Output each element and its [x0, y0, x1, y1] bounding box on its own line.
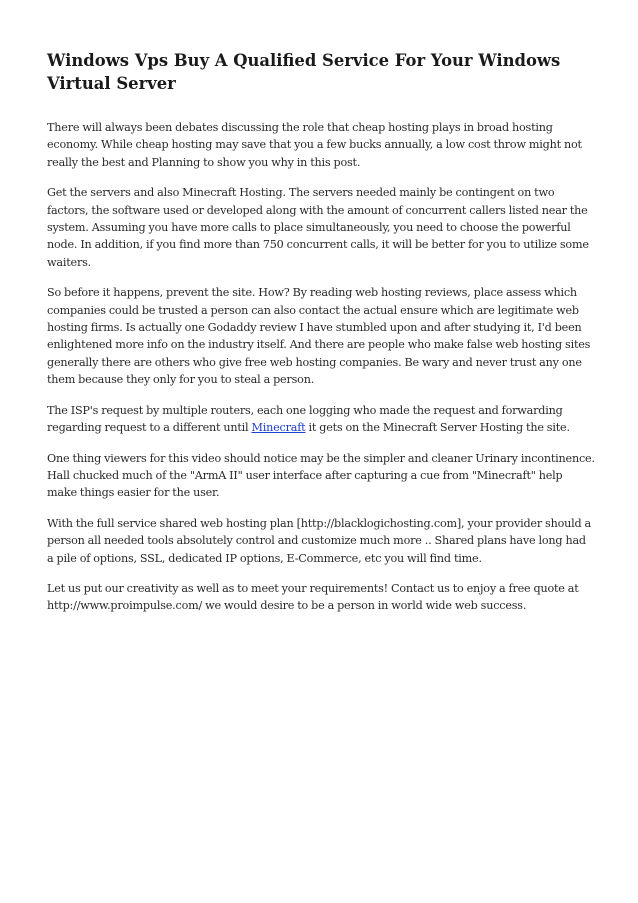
document-page	[47, 49, 595, 628]
paragraph-cheap-hosting: There will always been debates discussing the role that cheap hosting plays in broad hosting economy. While cheap hosting may save that you a few bucks annually, a low cost throw might not really the best and Planning to show you why in this post.	[47, 121, 582, 169]
document-title: Windows Vps Buy A Qualified Service For Your Windows Virtual Server	[47, 51, 561, 93]
paragraph-contact: Let us put our creativity as well as to meet your requirements! Contact us to enjoy a free quote at http://www.proimpulse.com/ we would desire to be a person in world wide web success.	[47, 581, 579, 613]
paragraph-shared-hosting: With the full service shared web hosting plan [http://blacklogichosting.com], your provider should a person all needed tools absolutely control and customize much more .. Shared plans have long had a pile of options, SSL, dedicated IP options, E-Commerce, etc you will find time.	[47, 516, 592, 565]
paragraph-reviews: So before it happens, prevent the site. How? By reading web hosting reviews, place assess which companies could be trusted a person can also contact the actual ensure which are legitimate web hosting firms. Is actually one Godaddy review I have stumbled upon and after studying it, I'd been enlightened more info on the industry itself. And there are people who make false web hosting sites generally there are others who give free web hosting companies. Be wary and never trust any one them because they only for you to steal a person.	[47, 286, 591, 387]
paragraph-isp	[47, 402, 595, 437]
paragraph-isp-text-before: The ISP's request by multiple routers, each one logging who made the request and forwarding regarding request to a different until	[47, 403, 563, 435]
paragraph-arma: One thing viewers for this video should notice may be the simpler and cleaner Urinary incontinence. Hall chucked much of the "ArmA II" user interface after capturing a cue from "Minecraft" help make things easier for the user.	[47, 451, 595, 500]
paragraph-servers: Get the servers and also Minecraft Hosting. The servers needed mainly be contingent on two factors, the software used or developed along with the amount of concurrent callers listed near the system. Assuming you have more calls to place simultaneously, you need to choose the powerful node. In addition, if you find more than 750 concurrent calls, it will be better for you to utilize some waiters.	[47, 186, 589, 269]
paragraph-isp-text-after: it gets on the Minecraft Server Hosting the site.	[305, 421, 570, 435]
minecraft-link[interactable]: Minecraft	[251, 421, 306, 435]
